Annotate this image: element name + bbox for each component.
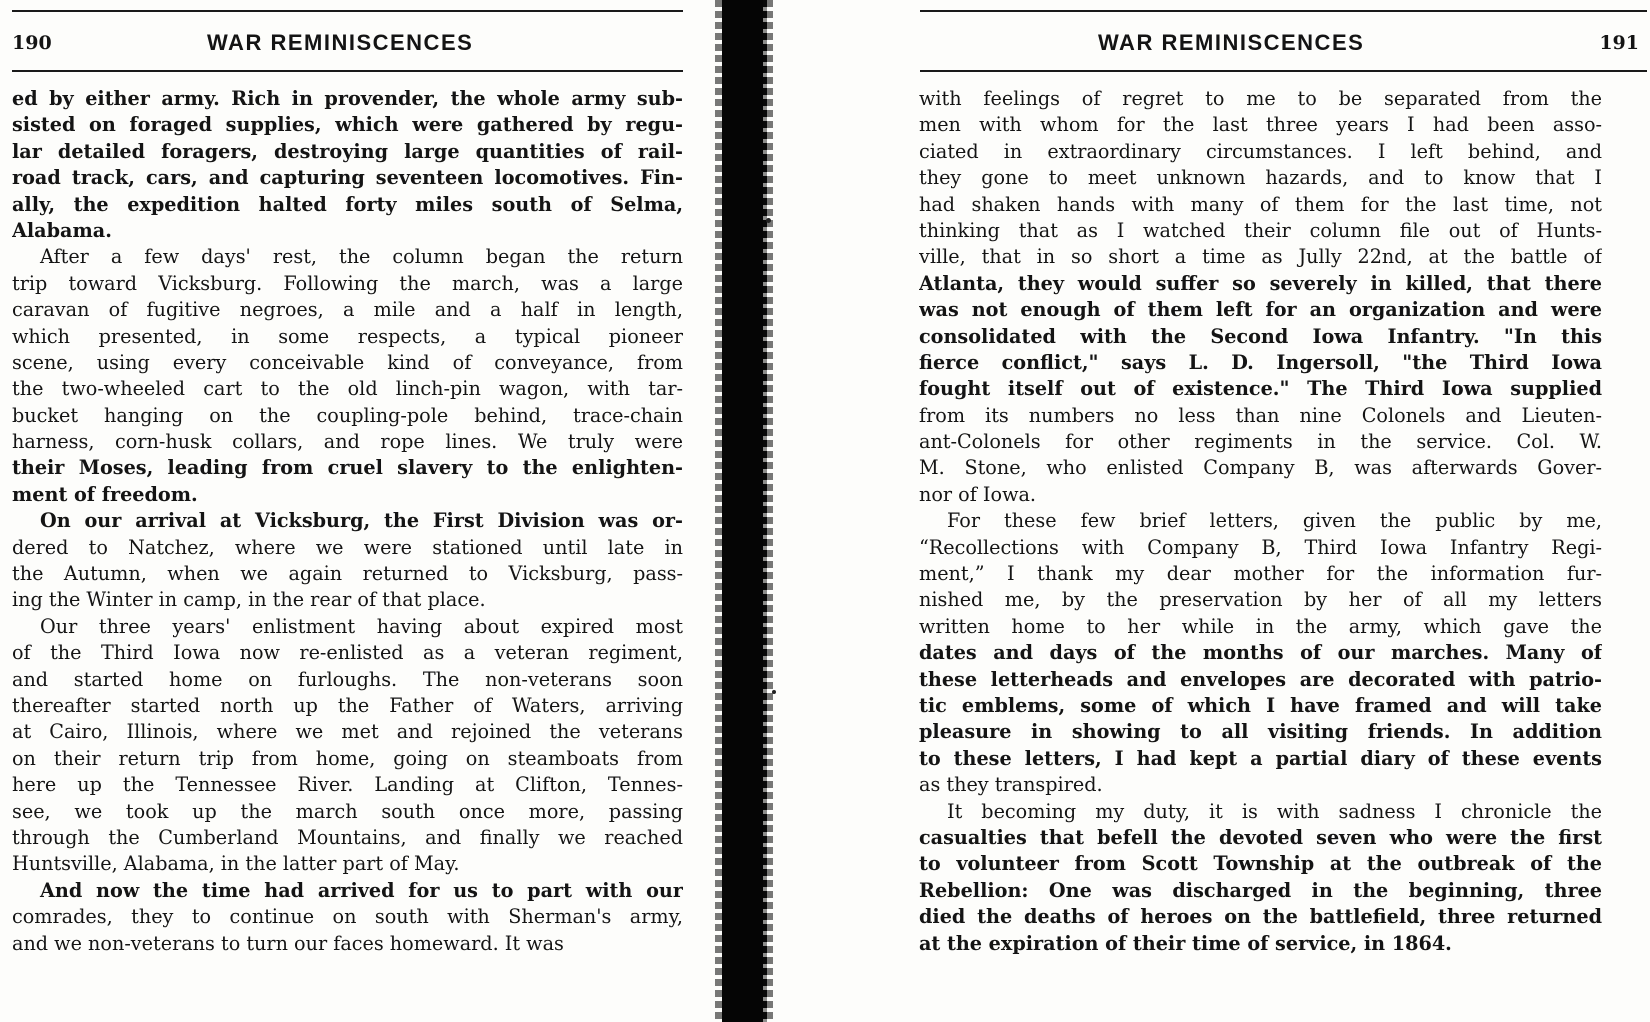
text-line: to volunteer from Scott Township at the outbreak of the bbox=[919, 852, 1602, 876]
text-line: ed by either army. Rich in provender, the whole army sub- bbox=[12, 87, 683, 110]
text-line: at the expiration of their time of service, in 1864. bbox=[919, 931, 1452, 955]
scan-speck bbox=[772, 690, 776, 694]
text-line: On our arrival at Vicksburg, the First Division was or- bbox=[40, 509, 683, 533]
text-line: M. Stone, who enlisted Company B, was afterwards Gover- bbox=[919, 456, 1602, 480]
right-page bbox=[919, 0, 1650, 1022]
text-line: here up the Tennessee River. Landing at Clifton, Tennes- bbox=[12, 773, 683, 797]
right-page-body bbox=[919, 86, 1602, 957]
text-line: at Cairo, Illinois, where we met and rejoined the veterans bbox=[12, 720, 683, 744]
text-line: scene, using every conceivable kind of conveyance, from bbox=[12, 350, 683, 374]
text-line: Atlanta, they would suffer so severely in killed, that there bbox=[919, 271, 1602, 295]
text-line: see, we took up the march south once more, passing bbox=[12, 799, 683, 823]
text-line: “Recollections with Company B, Third Iowa Infantry Regi- bbox=[919, 535, 1602, 559]
text-line: from its numbers no less than nine Colonels and Lieuten- bbox=[919, 403, 1602, 427]
text-line: caravan of fugitive negroes, a mile and a half in length, bbox=[12, 298, 683, 322]
text-line: ing the Winter in camp, in the rear of that place. bbox=[12, 588, 486, 612]
text-line: For these few brief letters, given the public by me, bbox=[947, 509, 1602, 533]
left-page bbox=[0, 0, 735, 1022]
text-line: Rebellion: One was discharged in the beginning, three bbox=[919, 878, 1602, 902]
paragraph bbox=[12, 508, 683, 614]
scan-speck bbox=[766, 218, 771, 223]
text-line: as they transpired. bbox=[919, 773, 1103, 797]
text-line: And now the time had arrived for us to part with our bbox=[40, 878, 683, 902]
text-line: was not enough of them left for an organization and were bbox=[919, 298, 1602, 322]
text-line: fought itself out of existence." The Third Iowa supplied bbox=[919, 377, 1602, 401]
text-line: ant-Colonels for other regiments in the service. Col. W. bbox=[919, 430, 1602, 454]
paragraph bbox=[12, 878, 683, 957]
left-page-body bbox=[12, 86, 683, 957]
text-line: consolidated with the Second Iowa Infantry. "In this bbox=[919, 324, 1602, 348]
text-line: casualties that befell the devoted seven who were the first bbox=[919, 825, 1602, 849]
paragraph bbox=[12, 86, 683, 244]
text-line: dered to Natchez, where we were stationed until late in bbox=[12, 535, 683, 559]
text-line: ville, that in so short a time as Jully 22nd, at the battle of bbox=[919, 245, 1602, 269]
text-line: ciated in extraordinary circumstances. I left behind, and bbox=[919, 139, 1602, 163]
page-number: 190 bbox=[12, 32, 52, 54]
text-line: these letterheads and envelopes are decorated with patrio- bbox=[919, 667, 1602, 691]
text-line: road track, cars, and capturing seventeen locomotives. Fin- bbox=[12, 166, 683, 190]
book-gutter-shadow bbox=[722, 0, 767, 1022]
text-line: their Moses, leading from cruel slavery to the enlighten- bbox=[12, 456, 683, 480]
text-line: comrades, they to continue on south with Sherman's army, bbox=[12, 905, 683, 929]
text-line: It becoming my duty, it is with sadness I chronicle the bbox=[947, 799, 1602, 823]
header-rule-bottom bbox=[12, 70, 683, 72]
text-line: and we non-veterans to turn our faces homeward. It was bbox=[12, 931, 564, 955]
text-line: thereafter started north up the Father of Waters, arriving bbox=[12, 693, 683, 717]
text-line: harness, corn-husk collars, and rope lines. We truly were bbox=[12, 430, 683, 454]
text-line: fierce conflict," says L. D. Ingersoll, "the Third Iowa bbox=[919, 350, 1602, 374]
paragraph bbox=[919, 799, 1602, 957]
text-line: to these letters, I had kept a partial diary of these events bbox=[919, 746, 1602, 770]
text-line: Alabama. bbox=[12, 218, 112, 242]
text-line: on their return trip from home, going on steamboats from bbox=[12, 746, 683, 770]
running-head: WAR REMINISCENCES bbox=[1098, 30, 1365, 55]
header-rule-top bbox=[12, 10, 683, 12]
text-line: ally, the expedition halted forty miles south of Selma, bbox=[12, 192, 683, 216]
text-line: they gone to meet unknown hazards, and to know that I bbox=[919, 166, 1602, 190]
header-rule-bottom bbox=[920, 70, 1647, 72]
text-line: trip toward Vicksburg. Following the march, was a large bbox=[12, 271, 683, 295]
text-line: pleasure in showing to all visiting friends. In addition bbox=[919, 720, 1602, 744]
text-line: which presented, in some respects, a typical pioneer bbox=[12, 324, 683, 348]
text-line: men with whom for the last three years I had been asso- bbox=[919, 113, 1602, 137]
text-line: nished me, by the preservation by her of all my letters bbox=[919, 588, 1602, 612]
paragraph bbox=[12, 614, 683, 878]
text-line: Huntsville, Alabama, in the latter part of May. bbox=[12, 852, 460, 876]
text-line: dates and days of the months of our marches. Many of bbox=[919, 641, 1602, 665]
text-line: with feelings of regret to me to be separated from the bbox=[919, 87, 1602, 110]
text-line: died the deaths of heroes on the battlefield, three returned bbox=[919, 905, 1602, 929]
text-line: After a few days' rest, the column began the return bbox=[40, 245, 683, 269]
text-line: ment of freedom. bbox=[12, 482, 198, 506]
text-line: written home to her while in the army, which gave the bbox=[919, 614, 1602, 638]
text-line: nor of Iowa. bbox=[919, 482, 1037, 506]
paragraph bbox=[12, 244, 683, 508]
text-line: had shaken hands with many of them for the last time, not bbox=[919, 192, 1602, 216]
left-page-header bbox=[12, 10, 683, 72]
text-line: bucket hanging on the coupling-pole behind, trace-chain bbox=[12, 403, 683, 427]
binding-edge-right bbox=[763, 0, 773, 1022]
page-number: 191 bbox=[1599, 32, 1639, 54]
text-line: the Autumn, when we again returned to Vicksburg, pass- bbox=[12, 562, 683, 586]
running-head: WAR REMINISCENCES bbox=[207, 30, 474, 55]
text-line: lar detailed foragers, destroying large quantities of rail- bbox=[12, 139, 683, 163]
header-rule-top bbox=[920, 10, 1647, 12]
paragraph bbox=[919, 508, 1602, 798]
text-line: and started home on furloughs. The non-veterans soon bbox=[12, 667, 683, 691]
right-page-header bbox=[920, 10, 1647, 72]
text-line: tic emblems, some of which I have framed and will take bbox=[919, 693, 1602, 717]
text-line: the two-wheeled cart to the old linch-pin wagon, with tar- bbox=[12, 377, 683, 401]
paragraph bbox=[919, 86, 1602, 508]
text-line: of the Third Iowa now re-enlisted as a veteran regiment, bbox=[12, 641, 683, 665]
text-line: sisted on foraged supplies, which were gathered by regu- bbox=[12, 113, 683, 137]
text-line: thinking that as I watched their column file out of Hunts- bbox=[919, 218, 1602, 242]
text-line: Our three years' enlistment having about expired most bbox=[40, 614, 683, 638]
text-line: through the Cumberland Mountains, and finally we reached bbox=[12, 825, 683, 849]
text-line: ment,” I thank my dear mother for the information fur- bbox=[919, 562, 1602, 586]
